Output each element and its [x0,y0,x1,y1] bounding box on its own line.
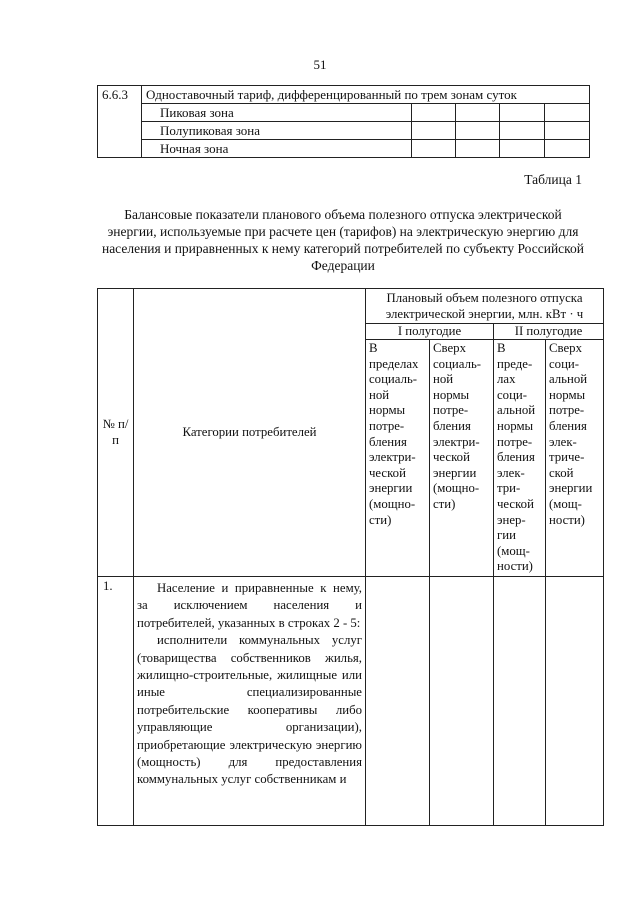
col-header-h1-within: В пределах социаль-ной нормы потре-бления электри-ческой энергии (мощно-сти) [366,340,430,577]
col-header-h1-over: Сверх социаль-ной нормы потре-бления электри-ческой энергии (мощно-сти) [430,340,494,577]
section-index: 6.6.3 [98,86,142,104]
category-text-a: Население и приравненные к нему, за исключением населения и потребителей, указанных в строках 2 - 5: [137,580,362,630]
row-number: 1. [98,576,134,825]
col-header-half-2: II полугодие [494,324,604,340]
table-row [98,122,590,140]
table-row [98,86,590,104]
category-text-b: исполнители коммунальных услуг (товарищества собственников жилья, жилищно-строительные, жилищные или иные специализированные потребительские кооперативы либо управляющие организации), приобретающие электрическую энергию (мощность) для предоставления коммунальных услуг собственникам и [137,633,362,787]
col-header-number: № п/п [98,289,134,577]
col-header-h2-within: В преде-лах соци-альной нормы потре-бления элек-три-ческой энер-гии (мощ-ности) [494,340,546,577]
table-row [98,576,604,825]
col-header-half-1: I полугодие [366,324,494,340]
table-row [98,140,590,158]
zone-label: Пиковая зона [142,104,412,122]
col-header-volume: Плановый объем полезного отпуска электрической энергии, млн. кВт · ч [366,289,604,324]
table-caption: Таблица 1 [524,172,582,187]
header-row [98,289,604,324]
tariff-zones-table [97,85,590,158]
zone-label: Ночная зона [142,140,412,158]
section-title: Одноставочный тариф, дифференцированный по трем зонам суток [142,86,590,104]
table-row [98,104,590,122]
category-cell [134,576,366,825]
col-header-h2-over: Сверх соци-альной нормы потре-бления элек-триче-ской энергии (мощ-ности) [546,340,604,577]
table-title: Балансовые показатели планового объема полезного отпуска электрической энергии, используемые при расчете цен (тарифов) на электрическую энергию для населения и приравненных к нему категорий потребителей по субъекту Российской Федерации [101,207,585,273]
balance-table [97,288,604,826]
page-number: 51 [313,57,327,72]
zone-label: Полупиковая зона [142,122,412,140]
col-header-category: Категории потребителей [134,289,366,577]
